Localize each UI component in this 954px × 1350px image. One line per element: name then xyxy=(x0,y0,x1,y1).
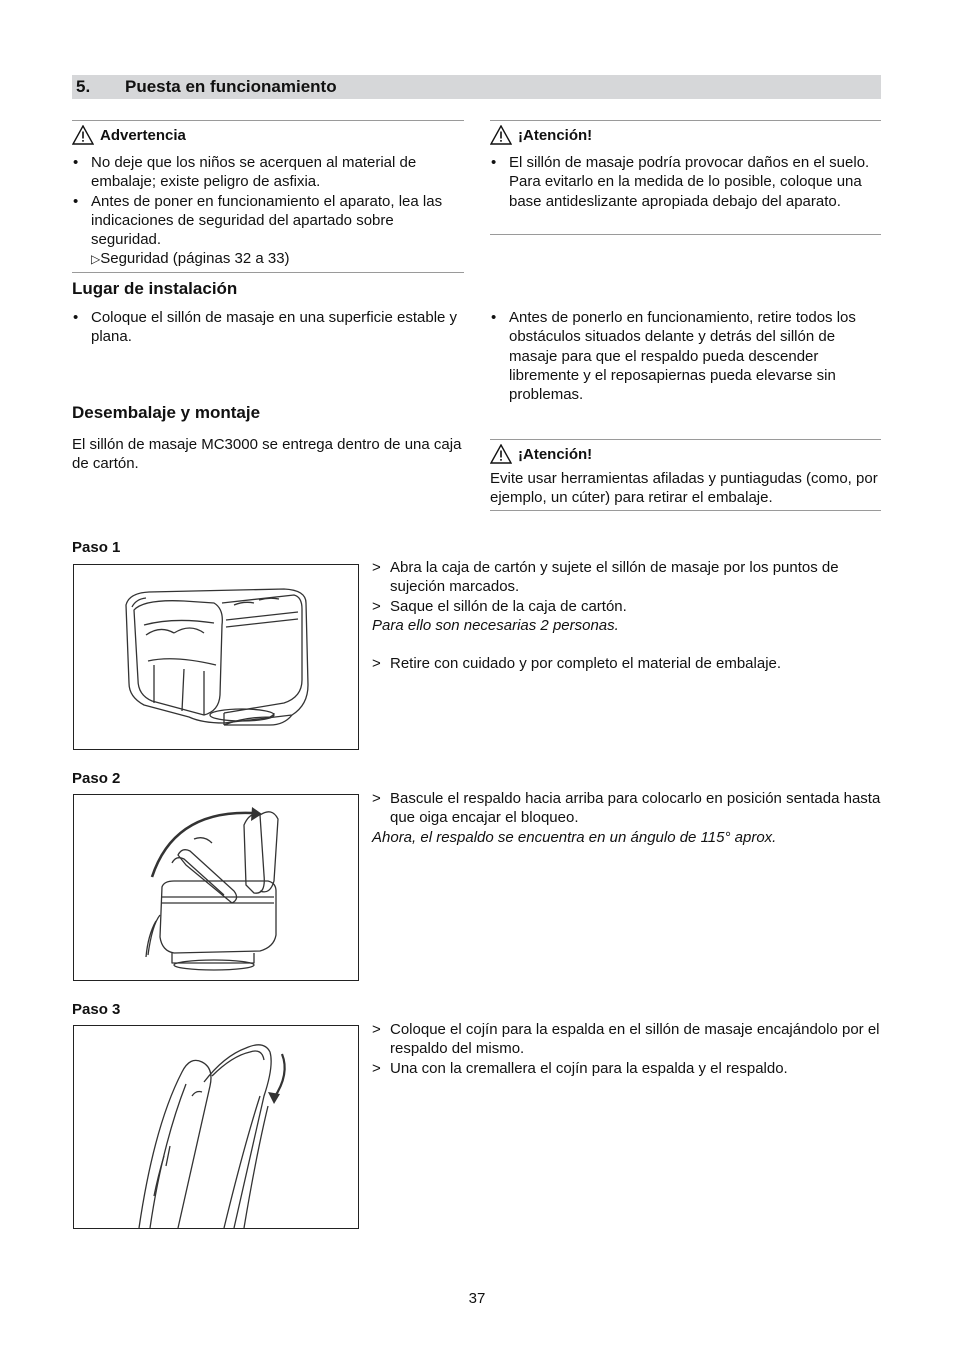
attention-box-2 xyxy=(490,444,881,508)
step-instruction: > Coloque el cojín para la espalda en el sillón de masaje encajándolo por el respaldo del mismo. xyxy=(372,1020,881,1059)
installation-item: • Coloque el sillón de masaje en una superficie estable y plana. xyxy=(72,308,464,347)
chair-backrest-raise-illustration xyxy=(74,795,358,980)
back-cushion-illustration xyxy=(74,1026,358,1228)
attention-box-1 xyxy=(490,125,881,211)
warning-list xyxy=(72,153,464,249)
warning-triangle-icon xyxy=(72,125,94,145)
reference-arrow-icon: ▷ xyxy=(91,252,101,267)
warning-triangle-icon xyxy=(490,444,512,464)
step-2-note: Ahora, el respaldo se encuentra en un ángulo de 115° aprox. xyxy=(372,828,777,846)
step-1-note: Para ello son necesarias 2 personas. xyxy=(372,616,619,634)
step-instruction: > Bascule el respaldo hacia arriba para colocarlo en posición sentada hasta que oiga encajar el bloqueo. xyxy=(372,789,881,828)
section-number: 5. xyxy=(76,77,91,96)
installation-left-list xyxy=(72,308,464,347)
section-header-bar xyxy=(72,75,881,99)
step-3-instructions xyxy=(372,1020,881,1078)
step-3-label: Paso 3 xyxy=(72,1001,121,1018)
step-instruction: > Una con la cremallera el cojín para la espalda y el respaldo. xyxy=(372,1059,881,1078)
unpacking-heading: Desembalaje y montaje xyxy=(72,403,261,422)
installation-heading: Lugar de instalación xyxy=(72,279,238,298)
step-3-list xyxy=(372,1020,881,1078)
unpacking-text: El sillón de masaje MC3000 se entrega dentro de una caja de cartón. xyxy=(72,436,462,473)
massage-chair-illustration xyxy=(74,565,358,749)
attention-box-2-title: ¡Atención! xyxy=(518,445,593,463)
installation-item: • Antes de ponerlo en funcionamiento, retire todos los obstáculos situados delante y detrás del sillón de masaje para que el respaldo pueda descender libremente y el reposapiernas pueda elevarse sin problemas. xyxy=(490,308,881,404)
page-number: 37 xyxy=(468,1290,486,1307)
step-1-illustration xyxy=(73,564,359,750)
attention-box-1-top-rule xyxy=(490,120,881,121)
warning-triangle-icon xyxy=(490,125,512,145)
warning-item: • No deje que los niños se acerquen al material de embalaje; existe peligro de asfixia. xyxy=(72,153,464,192)
section-title: Puesta en funcionamiento xyxy=(125,77,337,96)
step-1-label: Paso 1 xyxy=(72,539,121,556)
warning-box-top-rule xyxy=(72,120,464,121)
reference-text: Seguridad (páginas 32 a 33) xyxy=(100,250,290,268)
step-1-instructions xyxy=(372,558,881,673)
warning-box-header xyxy=(72,125,464,145)
step-instruction: > Abra la caja de cartón y sujete el sillón de masaje por los puntos de sujeción marcados. xyxy=(372,558,881,597)
step-1-list-b xyxy=(372,654,881,673)
step-2-instructions xyxy=(372,789,881,847)
warning-box-bottom-rule xyxy=(72,272,464,273)
attention-box-2-text: Evite usar herramientas afiladas y puntiagudas (como, por ejemplo, un cúter) para retirar el embalaje. xyxy=(490,470,878,507)
warning-item: • Antes de poner en funcionamiento el aparato, lea las indicaciones de seguridad del apartado sobre seguridad. xyxy=(72,192,464,250)
step-2-label: Paso 2 xyxy=(72,770,121,787)
installation-right-list xyxy=(490,308,881,404)
attention-box-1-bottom-rule xyxy=(490,234,881,235)
step-instruction: > Saque el sillón de la caja de cartón. xyxy=(372,597,881,616)
step-instruction: > Retire con cuidado y por completo el material de embalaje. xyxy=(372,654,881,673)
attention-box-2-top-rule xyxy=(490,439,881,440)
step-1-list-a xyxy=(372,558,881,616)
warning-box xyxy=(72,125,464,270)
step-3-illustration xyxy=(73,1025,359,1229)
warning-reference xyxy=(72,249,464,269)
step-2-list xyxy=(372,789,881,828)
attention-box-1-header xyxy=(490,125,881,145)
attention-box-2-bottom-rule xyxy=(490,510,881,511)
attention-box-1-title: ¡Atención! xyxy=(518,126,593,144)
warning-box-title: Advertencia xyxy=(100,126,186,144)
attention-1-item: • El sillón de masaje podría provocar daños en el suelo. Para evitarlo en la medida de lo posible, coloque una base antideslizante apropiada debajo del aparato. xyxy=(490,153,881,211)
attention-box-2-header xyxy=(490,444,881,464)
attention-1-list xyxy=(490,153,881,211)
step-2-illustration xyxy=(73,794,359,981)
